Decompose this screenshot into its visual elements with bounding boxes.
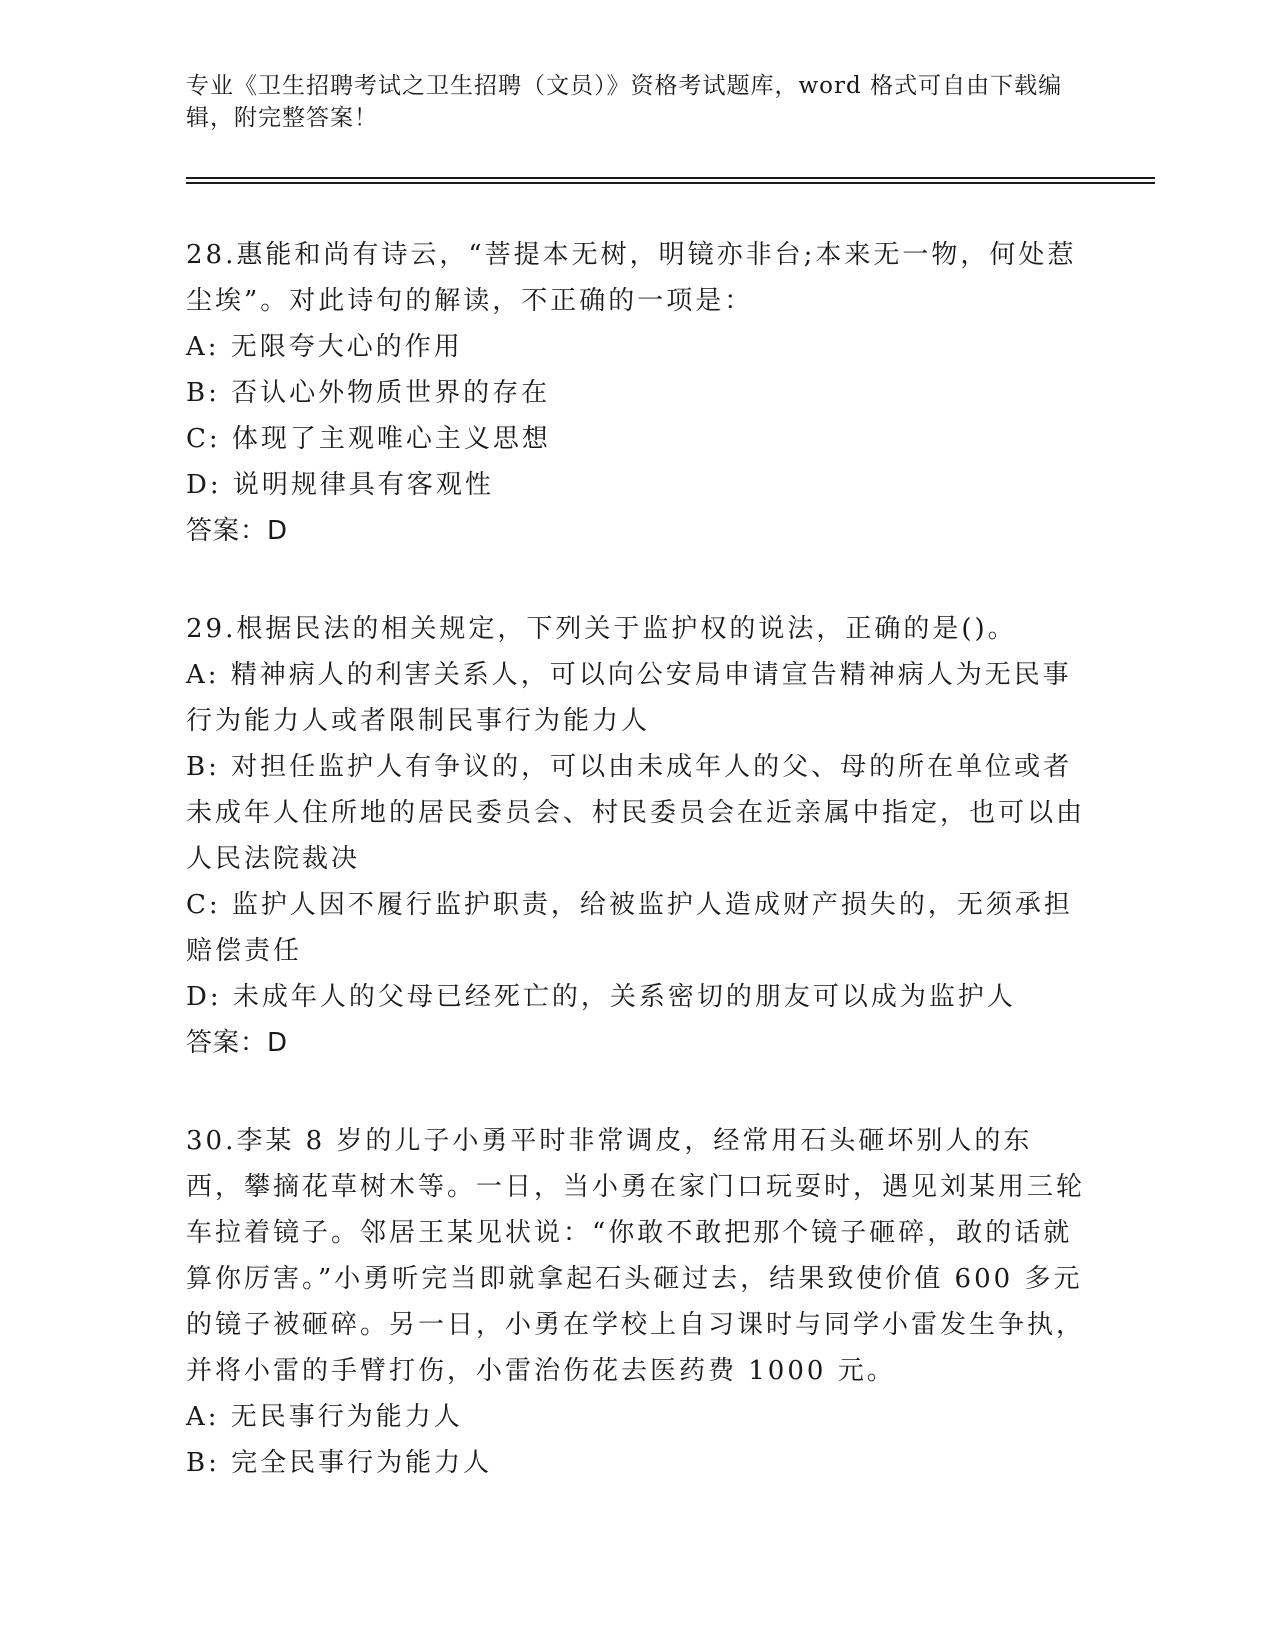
header-divider-top bbox=[186, 177, 1155, 179]
question-answer: 答案：D bbox=[186, 1028, 289, 1058]
document-header: 专业《卫生招聘考试之卫生招聘（文员）》资格考试题库，word 格式可自由下载编辑，附完整答案！ bbox=[186, 73, 1063, 131]
option-d: D: 未成年人的父母已经死亡的，关系密切的朋友可以成为监护人 bbox=[186, 982, 1016, 1012]
option-c: C: 监护人因不履行监护职责，给被监护人造成财产损失的，无须承担赔偿责任 bbox=[186, 890, 1073, 966]
option-c: C: 体现了主观唯心主义思想 bbox=[186, 424, 551, 454]
option-b: B: 否认心外物质世界的存在 bbox=[186, 378, 551, 408]
option-a: A: 无限夸大心的作用 bbox=[186, 332, 463, 362]
question-answer: 答案：D bbox=[186, 516, 289, 546]
option-b: B: 完全民事行为能力人 bbox=[186, 1448, 493, 1478]
option-a: A: 精神病人的利害关系人，可以向公安局申请宣告精神病人为无民事行为能力人或者限制民事行为能力人 bbox=[186, 660, 1072, 736]
question-stem: 29.根据民法的相关规定，下列关于监护权的说法，正确的是()。 bbox=[186, 614, 1017, 644]
option-a: A: 无民事行为能力人 bbox=[186, 1402, 463, 1432]
question-30 bbox=[186, 1118, 1086, 1486]
question-list bbox=[186, 232, 1086, 1538]
question-29 bbox=[186, 606, 1086, 1066]
question-stem: 30.李某 8 岁的儿子小勇平时非常调皮，经常用石头砸坏别人的东西，攀摘花草树木等。一日，当小勇在家门口玩耍时，遇见刘某用三轮车拉着镜子。邻居王某见状说：“你敢不敢把那个镜子砸碎，敢的话就算你厉害。”小勇听完当即就拿起石头砸过去，结果致使价值 600 多元的镜子被砸碎。另一日，小勇在学校上自习课时与同学小雷发生争执，并将小雷的手臂打伤，小雷治伤花去医药费 1000 元。 bbox=[186, 1126, 1086, 1386]
question-28 bbox=[186, 232, 1086, 554]
question-stem: 28.惠能和尚有诗云，“菩提本无树，明镜亦非台;本来无一物，何处惹尘埃”。对此诗句的解读，不正确的一项是： bbox=[186, 240, 1077, 316]
option-b: B: 对担任监护人有争议的，可以由未成年人的父、母的所在单位或者未成年人住所地的居民委员会、村民委员会在近亲属中指定，也可以由人民法院裁决 bbox=[186, 752, 1086, 874]
header-divider-bottom bbox=[186, 182, 1155, 184]
option-d: D: 说明规律具有客观性 bbox=[186, 470, 494, 500]
